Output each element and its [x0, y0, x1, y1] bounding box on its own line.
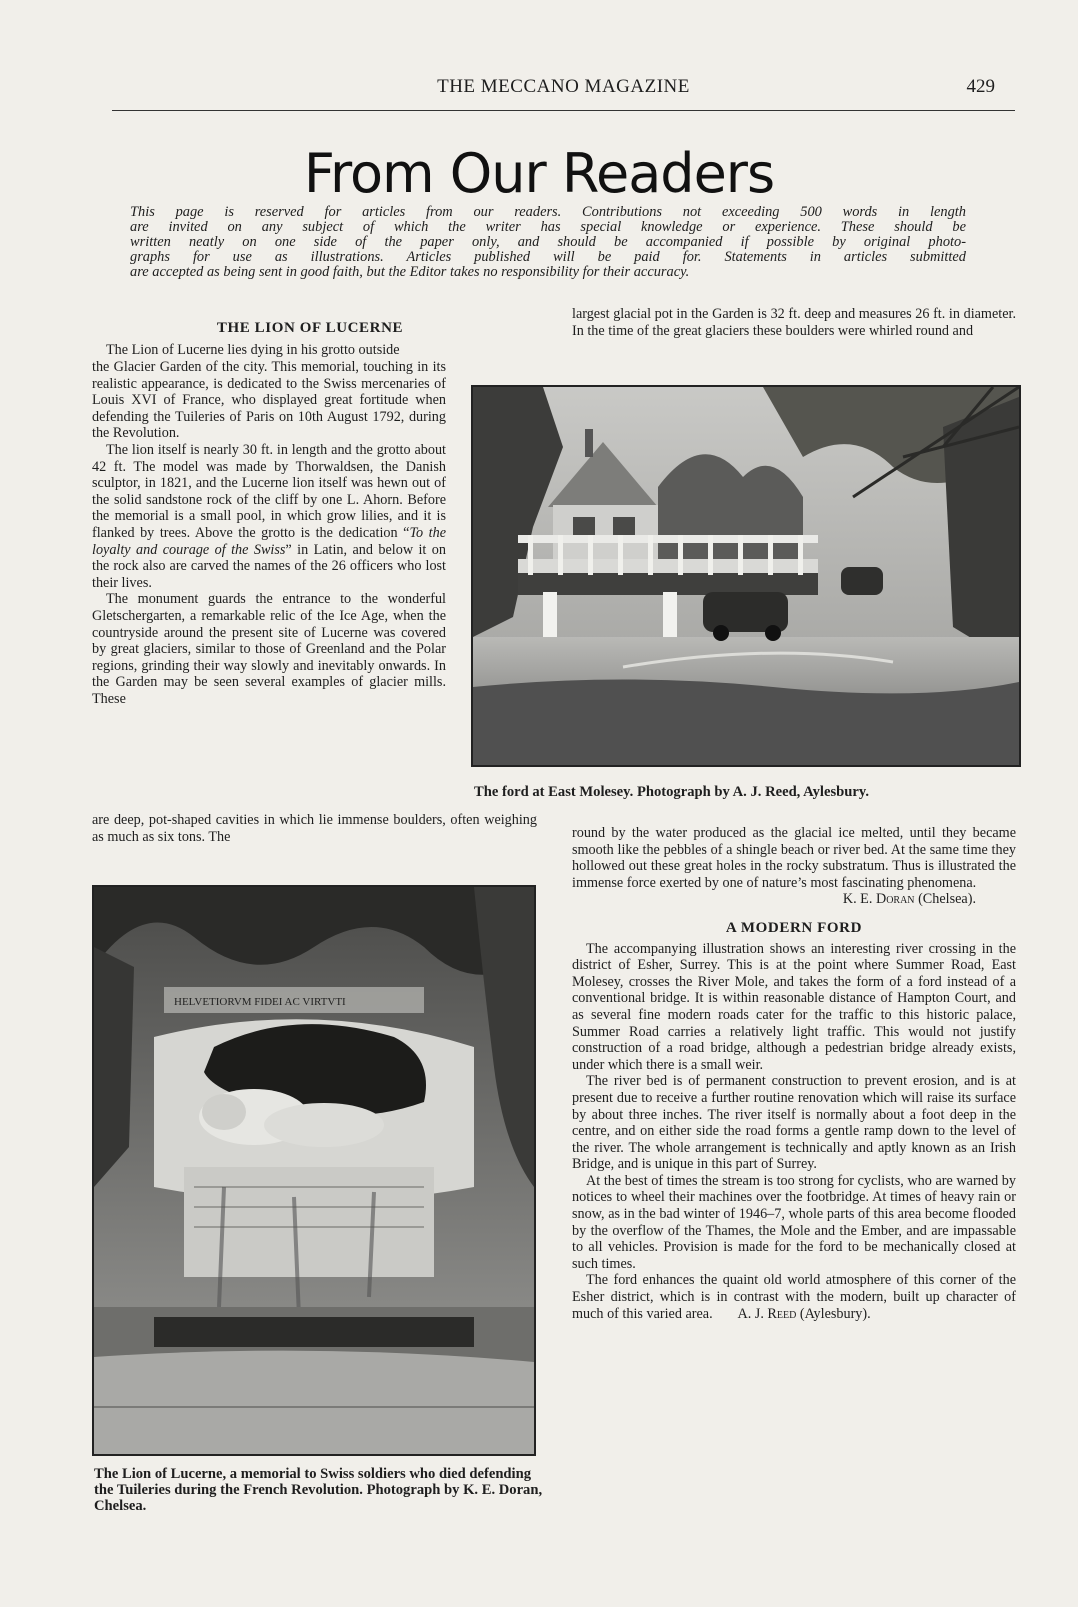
section-intro: [130, 205, 966, 280]
latin-dedication: To the loyalty and courage of the Swiss: [92, 524, 446, 558]
section-title: From Our Readers: [303, 142, 775, 205]
inscription-text: HELVETIORVM FIDEI AC VIRTVTI: [174, 996, 346, 1008]
intro-line: graphs for use as illustrations. Articles published will be paid for. Statements in articles submitted: [130, 249, 966, 265]
ford-article-heading: A MODERN FORD: [725, 919, 863, 936]
lion-article-byline: [572, 891, 976, 908]
ford-paragraph-1: The accompanying illustration shows an interesting river crossing in the district of Esher, Surrey. This is at the point where Summer Road, East Molesey, crosses the River Mole, and takes the form of a ford instead of a conventional bridge. It is within reasonable distance of Hampton Court, and as several fine modern roads cater for the traffic to this historic palace, Summer Road carries a relatively light traffic. This would not justify construction of a road bridge, although a pedestrian bridge already exists, under which there is a small weir.: [572, 940, 1016, 1073]
running-head: [112, 76, 1015, 106]
ford-photo: [471, 385, 1021, 767]
intro-line: are invited on any subject of which the writer has special knowledge or experience. These should be: [130, 219, 966, 235]
author-name: A. J. Reed: [737, 1305, 797, 1322]
author-place: (Aylesbury).: [799, 1305, 871, 1322]
lion-photo-caption: The Lion of Lucerne, a memorial to Swiss soldiers who died defending the Tuileries during the French Revolution. Photograph by K. E. Doran, Chelsea.: [94, 1466, 543, 1514]
lion-paragraph-1: the Glacier Garden of the city. This memorial, touching in its realistic appearance, is dedicated to the Swiss mercenaries of Louis XVI of France, who displayed great fortitude when defending the Tuileries of Paris on 10th August 1792, during the Revolution.: [92, 359, 446, 442]
header-rule: [112, 110, 1015, 111]
paragraph-line: The Lion of Lucerne lies dying in his grotto outside: [106, 342, 400, 358]
lion-paragraph-3-continued: are deep, pot-shaped cavities in which lie immense boulders, often weighing as much as six tons. The: [92, 812, 537, 845]
author-name: K. E. Doran: [842, 891, 915, 908]
intro-line: written neatly on one side of the paper only, and should be accompanied if possible by original photo-: [130, 234, 966, 250]
lion-photo-image: [94, 887, 534, 1454]
lion-paragraph-3-continued: largest glacial pot in the Garden is 32 ft. deep and measures 26 ft. in diameter. In the time of the great glaciers these boulders were whirled round and: [572, 306, 1016, 339]
right-column-body: [572, 825, 1016, 1322]
intro-line: are accepted as being sent in good faith, but the Editor takes no responsibility for their accuracy.: [130, 264, 690, 280]
lion-article-conclusion: round by the water produced as the glacial ice melted, until they became smooth like the pebbles of a shingle beach or river bed. At the same time they hollowed out these great holes in the rocky substratum. Thus is illustrated the immense force exerted by one of nature’s most fascinating phenomena.: [572, 825, 1016, 891]
lion-article-wide-lines: [92, 812, 537, 845]
text-run: The ford enhances the quaint old world atmosphere of this corner of the Esher district, which is in contrast with the modern, built up character of much of this varied area.: [572, 1272, 1016, 1322]
lion-article-narrow-column: [92, 359, 446, 707]
lion-paragraph-3: The monument guards the entrance to the wonderful Gletschergarten, a remarkable relic of the Ice Age, when the countryside around the present site of Lucerne was covered by great glaciers, similar to those of Greenland and the Polar regions, grinding their way slowly and inevitably onwards. In the Garden may be seen several examples of glacier mills. These: [92, 591, 446, 707]
lion-article-continued-top: [572, 306, 1016, 339]
magazine-title: THE MECCANO MAGAZINE: [437, 76, 690, 97]
author-place: (Chelsea).: [918, 891, 976, 908]
lion-photo: [92, 885, 536, 1456]
lion-article-heading: THE LION OF LUCERNE: [216, 320, 404, 336]
lion-paragraph-2: [92, 442, 446, 591]
page-number: 429: [966, 76, 995, 97]
ford-paragraph-4: [572, 1272, 1016, 1322]
lion-paragraph-1-first-line: [92, 342, 537, 359]
ford-paragraph-2: The river bed is of permanent construction to prevent erosion, and is at present due to receive a further routine renovation which will raise its surface by about three inches. The river itself is normally about a foot deep in the centre, and on either side the road forms a gentle ramp down to the level of the river. The whole arrangement is technically and aptly known as an Irish Bridge, and is unique in this part of Surrey.: [572, 1073, 1016, 1173]
ford-photo-caption: The ford at East Molesey. Photograph by A. J. Reed, Aylesbury.: [474, 784, 869, 800]
ford-paragraph-3: At the best of times the stream is too strong for cyclists, who are warned by notices to wheel their machines over the footbridge. At times of heavy rain or snow, as in the bad winter of 1946–7, whole parts of this area become flooded by the overflow of the Thames, the Mole and the Ember, and are impassable to all vehicles. Provision is made for the ford to be mechanically closed at such times.: [572, 1172, 1016, 1272]
ford-photo-image: [473, 387, 1019, 765]
text-run: ” in Latin, and below it on the rock also are carved the names of the 26 officers who lost their lives.: [92, 541, 446, 591]
intro-line: This page is reserved for articles from our readers. Contributions not exceeding 500 words in length: [130, 204, 966, 220]
text-run: The lion itself is nearly 30 ft. in length and the grotto about 42 ft. The model was made by Thorwaldsen, the Danish sculptor, in 1821, and the Lucerne lion itself was hewn out of the solid sandstone rock of the cliff by one L. Ahorn. Before the memorial is a small pool, in which grow lilies, and it is flanked by trees. Above the grotto is the dedication “: [92, 441, 446, 541]
